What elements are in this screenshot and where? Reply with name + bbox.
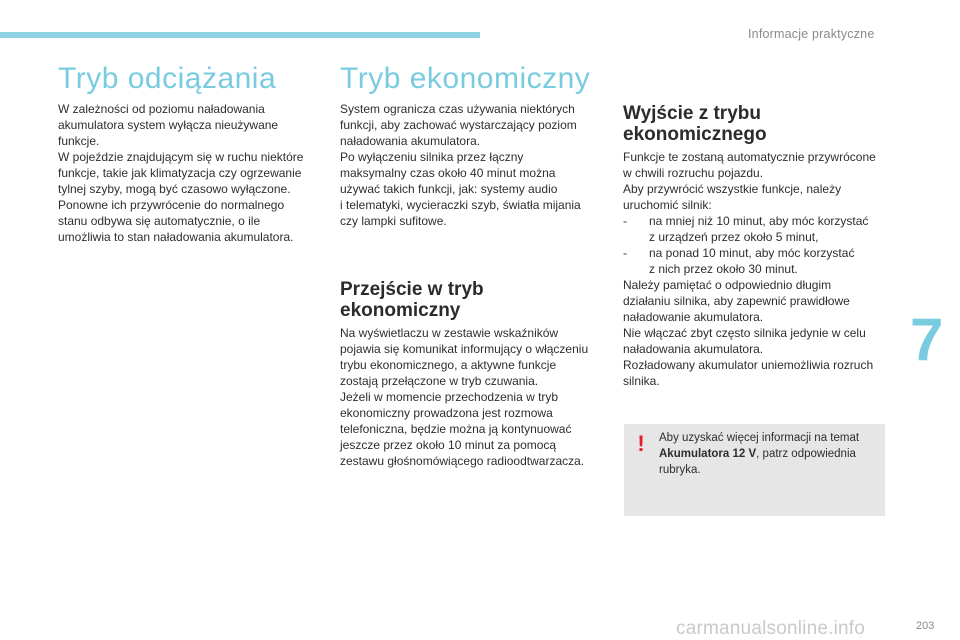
dash-bullet: -: [623, 246, 627, 260]
chapter-number-tab: 7: [910, 306, 944, 373]
list-item: - na ponad 10 minut, aby móc korzystać z nich przez około 30 minut.: [623, 246, 855, 276]
section-title-load-shedding: Tryb odciążania: [58, 62, 277, 95]
watermark-text: carmanualsonline.info: [676, 618, 866, 639]
section-title-economy-mode: Tryb ekonomiczny: [340, 62, 591, 95]
economy-mode-body: System ogranicza czas używania niektórych funkcji, aby zachować wystarczający poziom naładowania akumulatora. Po wyłączeniu silnika przez łączny maksymalny czas około 40 minut można używać takich funkcji, jak: systemy audio i telematyki, wycieraczki szyb, światła mijania czy lampki sufitowe.: [340, 102, 581, 228]
dash-bullet: -: [623, 214, 627, 228]
info-note-text: Aby uzyskać więcej informacji na temat Akumulatora 12 V, patrz odpowiednia rubryka.: [659, 432, 860, 476]
subsection-title-entering-economy: Przejście w tryb ekonomiczny: [340, 279, 484, 321]
entering-economy-body: Na wyświetlaczu w zestawie wskaźników pojawia się komunikat informujący o włączeniu trybu ekonomicznego, a aktywne funkcje zostają przełączone w tryb czuwania. Jeżeli w momencie przechodzenia w tryb ekonomiczny prowadzona jest rozmowa telefoniczna, będzie można ją kontynuować jeszcze przez około 10 minut za pomocą zestawu głośnomówiącego radioodtwarzacza.: [340, 326, 589, 468]
exiting-economy-intro: Funkcje te zostaną automatycznie przywrócone w chwili rozruchu pojazdu. Aby przywrócić wszystkie funkcje, należy uruchomić silnik:: [623, 150, 876, 212]
list-item: - na mniej niż 10 minut, aby móc korzystać z urządzeń przez około 5 minut,: [623, 214, 869, 244]
load-shedding-body: W zależności od poziomu naładowania akumulatora system wyłącza nieużywane funkcje. W pojeździe znajdującym się w ruchu niektóre funkcje, takie jak klimatyzacja czy ogrzewanie tylnej szyby, mogą być czasowo wyłączone. Ponowne ich przywrócenie do normalnego stanu odbywa się automatycznie, o ile umożliwia to stan naładowania akumulatora.: [58, 102, 304, 244]
chapter-title: Informacje praktyczne: [748, 27, 875, 41]
exiting-economy-outro: Należy pamiętać o odpowiednio długim działaniu silnika, aby zapewnić prawidłowe naładowanie akumulatora. Nie włączać zbyt często silnika jedynie w celu naładowania akumulatora. Rozładowany akumulator uniemożliwia rozruch silnika.: [623, 278, 874, 388]
warning-exclamation-icon: !: [637, 431, 645, 456]
exiting-economy-list: [623, 213, 893, 277]
page-number: 203: [916, 620, 935, 632]
subsection-title-exiting-economy: Wyjście z trybu ekonomicznego: [623, 103, 767, 145]
header-accent-bar: [0, 32, 480, 38]
note-bold-reference: Akumulatora 12 V: [659, 448, 757, 460]
info-note-box: [624, 424, 885, 516]
